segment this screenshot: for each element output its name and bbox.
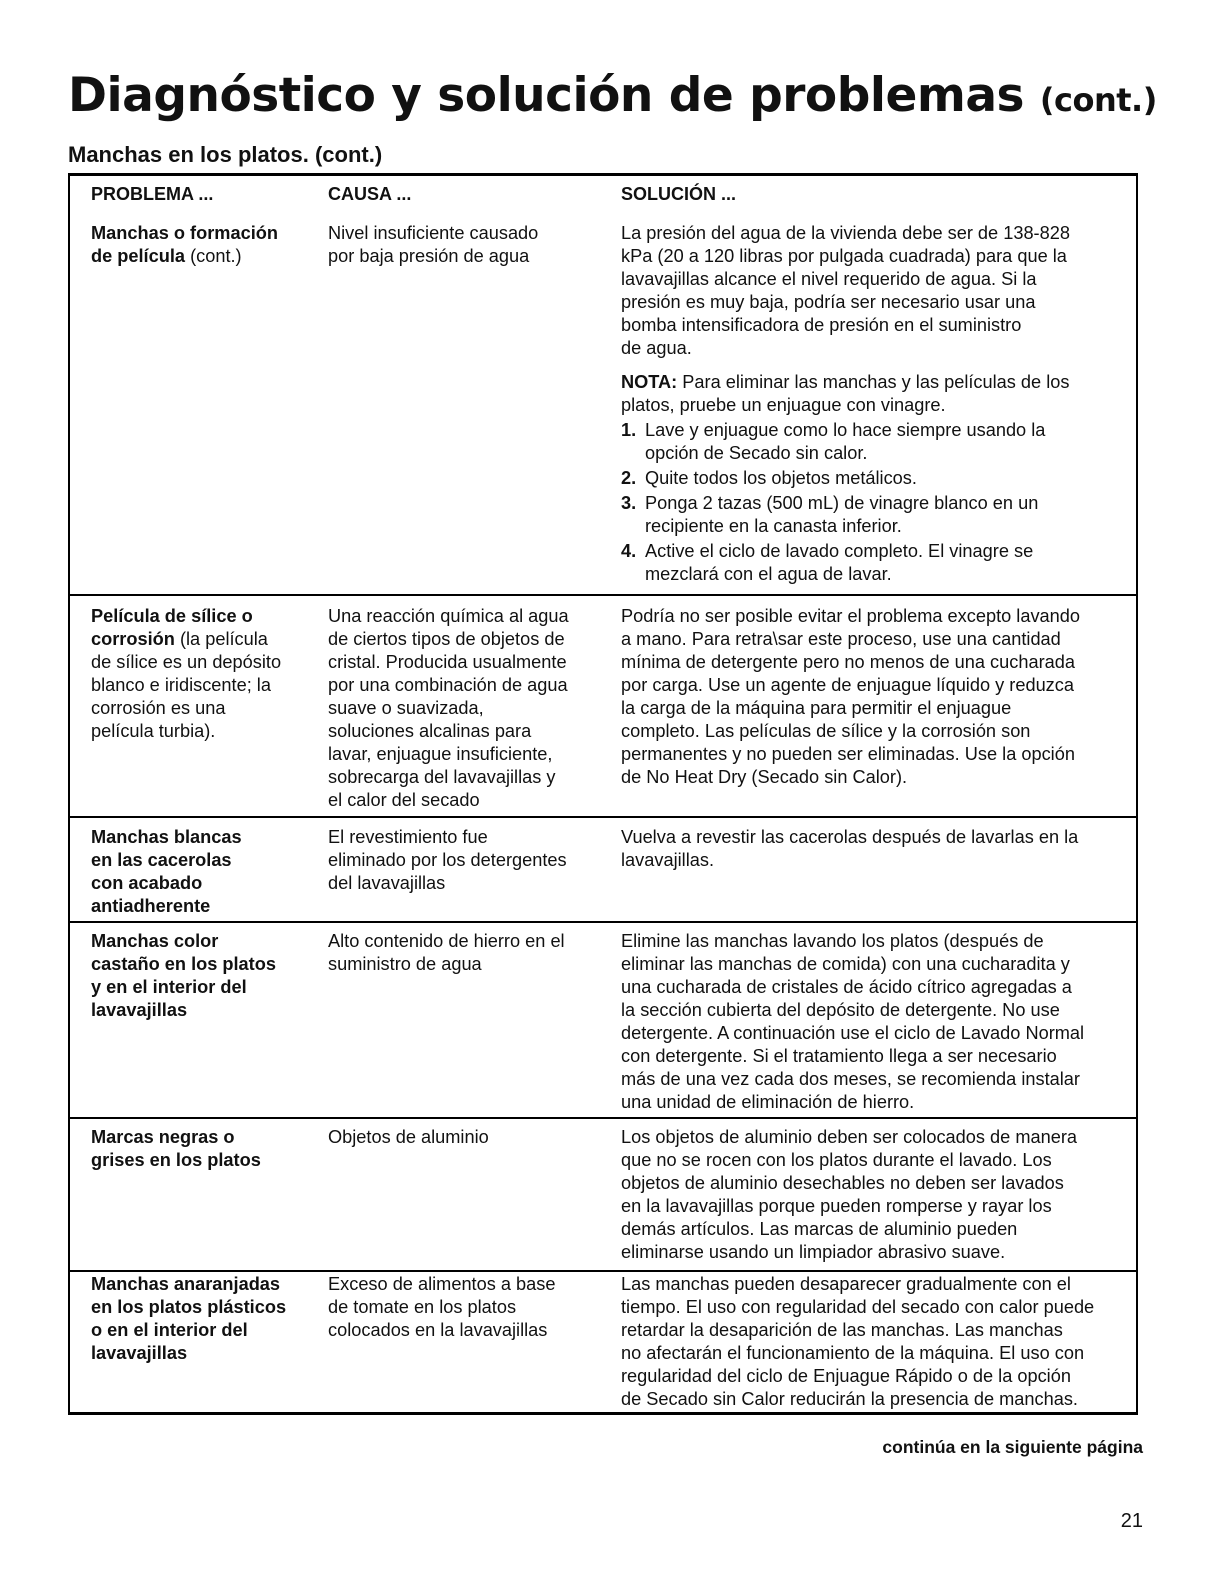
section-subtitle: Manchas en los platos. (cont.) xyxy=(68,142,383,167)
table-row xyxy=(70,1273,1136,1413)
problem-line: Manchas o formación xyxy=(91,223,278,243)
problem-line: castaño en los platos xyxy=(91,954,276,974)
solution-line: una cucharada de cristales de ácido cítrico agregadas a xyxy=(621,977,1072,997)
cause-line: El revestimiento fue xyxy=(328,827,488,847)
solution-line: eliminar las manchas de comida) con una cucharadita y xyxy=(621,954,1070,974)
solution-line: La presión del agua de la vivienda debe ser de 138-828 xyxy=(621,223,1070,243)
problem-line: Película de sílice o xyxy=(91,606,253,626)
solution-line: tiempo. El uso con regularidad del secado con calor puede xyxy=(621,1297,1095,1317)
note-line: platos, pruebe un enjuague con vinagre. xyxy=(621,395,946,415)
solution-line: bomba intensificadora de presión en el suministro xyxy=(621,315,1022,335)
step-number: 2. xyxy=(621,468,637,488)
problem-cell xyxy=(91,1126,321,1172)
title-text: Diagnóstico y solución de problemas xyxy=(68,68,1025,123)
step-line: Ponga 2 tazas (500 mL) de vinagre blanco en un xyxy=(645,493,1039,513)
solution-line: objetos de aluminio desechables no deben ser lavados xyxy=(621,1173,1064,1193)
cause-line: de tomate en los platos xyxy=(328,1297,517,1317)
table-row xyxy=(70,826,1136,923)
solution-line: detergente. A continuación use el ciclo de Lavado Normal xyxy=(621,1023,1085,1043)
solution-line: kPa (20 a 120 libras por pulgada cuadrada) para que la xyxy=(621,246,1067,266)
problem-line: o en el interior del xyxy=(91,1320,248,1340)
problem-detail: película turbia). xyxy=(91,721,216,741)
problem-cell xyxy=(91,222,321,268)
step-item xyxy=(621,492,1136,538)
solution-line: Elimine las manchas lavando los platos (después de xyxy=(621,931,1044,951)
table-header-row xyxy=(70,183,1136,207)
note-label: NOTA: xyxy=(621,372,678,392)
problem-line: Manchas blancas xyxy=(91,827,242,847)
cause-line: Nivel insuficiente causado xyxy=(328,223,539,243)
problem-line: y en el interior del xyxy=(91,977,247,997)
solution-line: de No Heat Dry (Secado sin Calor). xyxy=(621,767,908,787)
cause-line: de ciertos tipos de objetos de xyxy=(328,629,565,649)
problem-line: antiadherente xyxy=(91,896,211,916)
solution-line: eliminarse usando un limpiador abrasivo suave. xyxy=(621,1242,1006,1262)
table-row xyxy=(70,605,1136,818)
cause-cell xyxy=(328,1126,612,1149)
solution-cell xyxy=(621,930,1136,1114)
table-row xyxy=(70,222,1136,596)
step-line: Quite todos los objetos metálicos. xyxy=(645,468,917,488)
solution-line: presión es muy baja, podría ser necesario usar una xyxy=(621,292,1036,312)
solution-line: Las manchas pueden desaparecer gradualmente con el xyxy=(621,1274,1071,1294)
cause-line: colocados en la lavavajillas xyxy=(328,1320,548,1340)
step-line: mezclará con el agua de lavar. xyxy=(645,564,892,584)
cause-line: el calor del secado xyxy=(328,790,480,810)
problem-line: en los platos plásticos xyxy=(91,1297,287,1317)
problem-line: grises en los platos xyxy=(91,1150,261,1170)
cause-line: eliminado por los detergentes xyxy=(328,850,567,870)
problem-suffix: (cont.) xyxy=(185,246,242,266)
solution-line: a mano. Para retra\sar este proceso, use una cantidad xyxy=(621,629,1061,649)
header-cause: CAUSA ... xyxy=(328,184,412,204)
problem-line: lavavajillas xyxy=(91,1000,188,1020)
step-item xyxy=(621,540,1136,586)
solution-line: Podría no ser posible evitar el problema excepto lavando xyxy=(621,606,1081,626)
continue-note: continúa en la siguiente página xyxy=(882,1437,1143,1457)
cause-line: Exceso de alimentos a base xyxy=(328,1274,556,1294)
problem-detail: blanco e iridiscente; la xyxy=(91,675,271,695)
note-block xyxy=(621,371,1136,417)
solution-line: más de una vez cada dos meses, se recomienda instalar xyxy=(621,1069,1080,1089)
title-suffix: (cont.) xyxy=(1039,81,1157,119)
step-line: Lave y enjuague como lo hace siempre usando la xyxy=(645,420,1046,440)
problem-cell xyxy=(91,930,321,1022)
problem-line: Manchas color xyxy=(91,931,219,951)
cause-cell xyxy=(328,222,612,268)
step-line: Active el ciclo de lavado completo. El vinagre se xyxy=(645,541,1034,561)
cause-line: cristal. Producida usualmente xyxy=(328,652,567,672)
problem-line: con acabado xyxy=(91,873,203,893)
cause-line: suministro de agua xyxy=(328,954,482,974)
troubleshooting-table xyxy=(68,173,1138,1415)
solution-line: permanentes y no pueden ser eliminadas. Use la opción xyxy=(621,744,1075,764)
solution-line: Los objetos de aluminio deben ser colocados de manera xyxy=(621,1127,1077,1147)
cause-cell xyxy=(328,826,612,895)
solution-cell xyxy=(621,1273,1136,1411)
problem-detail: de sílice es un depósito xyxy=(91,652,282,672)
cause-line: Una reacción química al agua xyxy=(328,606,569,626)
step-number: 4. xyxy=(621,541,637,561)
solution-line: completo. Las películas de sílice y la corrosión son xyxy=(621,721,1031,741)
solution-line: la sección cubierta del depósito de detergente. No use xyxy=(621,1000,1060,1020)
cause-line: lavar, enjuague insuficiente, xyxy=(328,744,553,764)
solution-line: no afectarán el funcionamiento de la máquina. El uso con xyxy=(621,1343,1085,1363)
problem-cell xyxy=(91,605,321,743)
solution-line: una unidad de eliminación de hierro. xyxy=(621,1092,915,1112)
cause-cell xyxy=(328,930,612,976)
problem-detail: corrosión es una xyxy=(91,698,226,718)
problem-detail: (la película xyxy=(174,629,268,649)
header-solution: SOLUCIÓN ... xyxy=(621,184,737,204)
cause-line: Alto contenido de hierro en el xyxy=(328,931,565,951)
solution-line: mínima de detergente pero no menos de una cucharada xyxy=(621,652,1075,672)
solution-line: en la lavavajillas porque pueden romperse y rayar los xyxy=(621,1196,1052,1216)
problem-line: lavavajillas xyxy=(91,1343,188,1363)
step-line: recipiente en la canasta inferior. xyxy=(645,516,902,536)
problem-line: Manchas anaranjadas xyxy=(91,1274,281,1294)
step-number: 3. xyxy=(621,493,637,513)
solution-line: lavavajillas. xyxy=(621,850,714,870)
problem-cell xyxy=(91,826,321,918)
solution-line: demás artículos. Las marcas de aluminio pueden xyxy=(621,1219,1018,1239)
solution-line: lavavajillas alcance el nivel requerido de agua. Si la xyxy=(621,269,1037,289)
solution-line: regularidad del ciclo de Enjuague Rápido o de la opción xyxy=(621,1366,1071,1386)
solution-line: de Secado sin Calor reducirán la presencia de manchas. xyxy=(621,1389,1078,1409)
solution-line: Vuelva a revestir las cacerolas después de lavarlas en la xyxy=(621,827,1079,847)
header-problem: PROBLEMA ... xyxy=(91,184,214,204)
cause-line: Objetos de aluminio xyxy=(328,1127,489,1147)
solution-line: con detergente. Si el tratamiento llega a ser necesario xyxy=(621,1046,1057,1066)
step-item xyxy=(621,419,1136,465)
page-number: 21 xyxy=(1120,1510,1143,1532)
cause-line: por baja presión de agua xyxy=(328,246,530,266)
cause-cell xyxy=(328,605,612,812)
step-line: opción de Secado sin calor. xyxy=(645,443,868,463)
note-line: Para eliminar las manchas y las películas de los xyxy=(677,372,1070,392)
table-row xyxy=(70,930,1136,1119)
step-item xyxy=(621,467,1136,490)
solution-line: retardar la desaparición de las manchas. Las manchas xyxy=(621,1320,1063,1340)
problem-cell xyxy=(91,1273,321,1365)
problem-line: corrosión xyxy=(91,629,175,649)
solution-line: la carga de la máquina para permitir el enjuague xyxy=(621,698,1012,718)
problem-line: en las cacerolas xyxy=(91,850,232,870)
cause-line: por una combinación de agua xyxy=(328,675,568,695)
cause-line: suave o suavizada, xyxy=(328,698,484,718)
cause-cell xyxy=(328,1273,612,1342)
problem-line: Marcas negras o xyxy=(91,1127,235,1147)
step-number: 1. xyxy=(621,420,637,440)
cause-line: soluciones alcalinas para xyxy=(328,721,532,741)
solution-line: de agua. xyxy=(621,338,692,358)
solution-line: por carga. Use un agente de enjuague líquido y reduzca xyxy=(621,675,1074,695)
solution-line: que no se rocen con los platos durante el lavado. Los xyxy=(621,1150,1052,1170)
solution-cell xyxy=(621,605,1136,789)
cause-line: sobrecarga del lavavajillas y xyxy=(328,767,556,787)
table-row xyxy=(70,1126,1136,1272)
solution-cell xyxy=(621,826,1136,872)
problem-line: de película xyxy=(91,246,186,266)
solution-cell xyxy=(621,222,1136,586)
cause-line: del lavavajillas xyxy=(328,873,446,893)
solution-cell xyxy=(621,1126,1136,1264)
page-title xyxy=(68,68,1157,123)
